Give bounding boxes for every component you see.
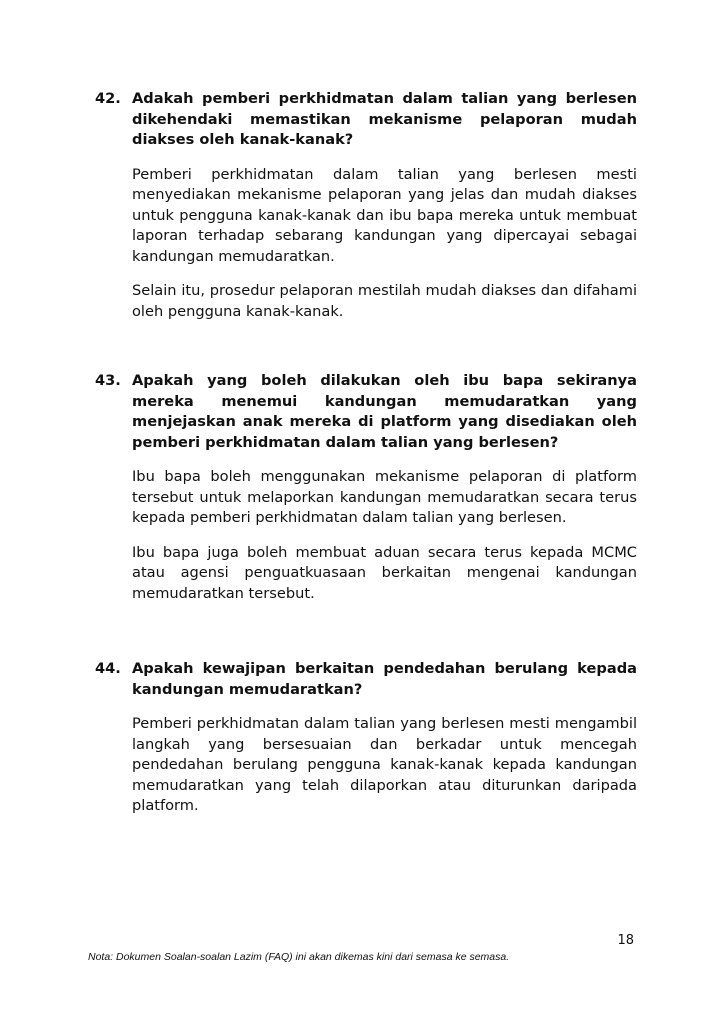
question-text: Adakah pemberi perkhidmatan dalam talian yang berlesen dikehendaki memastikan mekanisme pelaporan mudah diakses oleh kanak-kanak? [132, 90, 637, 148]
page-number: 18 [617, 933, 634, 948]
question-text: Apakah kewajipan berkaitan pendedahan berulang kepada kandungan memudaratkan? [132, 660, 637, 698]
answer-paragraph: Ibu bapa juga boleh membuat aduan secara terus kepada MCMC atau agensi penguatkuasaan berkaitan mengenai kandungan memudaratkan tersebut. [132, 543, 637, 602]
answer-paragraph: Pemberi perkhidmatan dalam talian yang berlesen mesti mengambil langkah yang bersesuaian dan berkadar untuk mencegah pendedahan berulang pengguna kanak-kanak kepada kandungan memudaratkan yang telah dilaporkan atau diturunkan daripada platform. [132, 715, 637, 814]
footnote: Nota: Dokumen Soalan-soalan Lazim (FAQ) ini akan dikemas kini dari semasa ke semasa. [88, 951, 510, 963]
question-number: 44. [95, 660, 121, 677]
answer-paragraph: Selain itu, prosedur pelaporan mestilah mudah diakses dan difahami oleh pengguna kanak-kanak. [132, 282, 637, 320]
question-text: Apakah yang boleh dilakukan oleh ibu bapa sekiranya mereka menemui kandungan memudaratkan yang menjejaskan anak mereka di platform yang disediakan oleh pemberi perkhidmatan dalam talian yang berlesen? [132, 372, 637, 451]
question-heading [95, 659, 637, 700]
answer-paragraph: Ibu bapa boleh menggunakan mekanisme pelaporan di platform tersebut untuk melaporkan kandungan memudaratkan secara terus kepada pemberi perkhidmatan dalam talian yang berlesen. [132, 468, 637, 526]
answer-paragraph: Pemberi perkhidmatan dalam talian yang berlesen mesti menyediakan mekanisme pelaporan yang jelas dan mudah diakses untuk pengguna kanak-kanak dan ibu bapa mereka untuk membuat laporan terhadap sebarang kandungan yang dipercayai sebagai kandungan memudaratkan. [132, 165, 637, 265]
question-number: 43. [95, 372, 121, 389]
question-heading [95, 371, 637, 453]
faq-item-42 [95, 89, 637, 322]
faq-item-43 [95, 371, 637, 604]
question-heading [95, 89, 637, 151]
faq-item-44 [95, 659, 637, 817]
question-number: 42. [95, 90, 121, 107]
